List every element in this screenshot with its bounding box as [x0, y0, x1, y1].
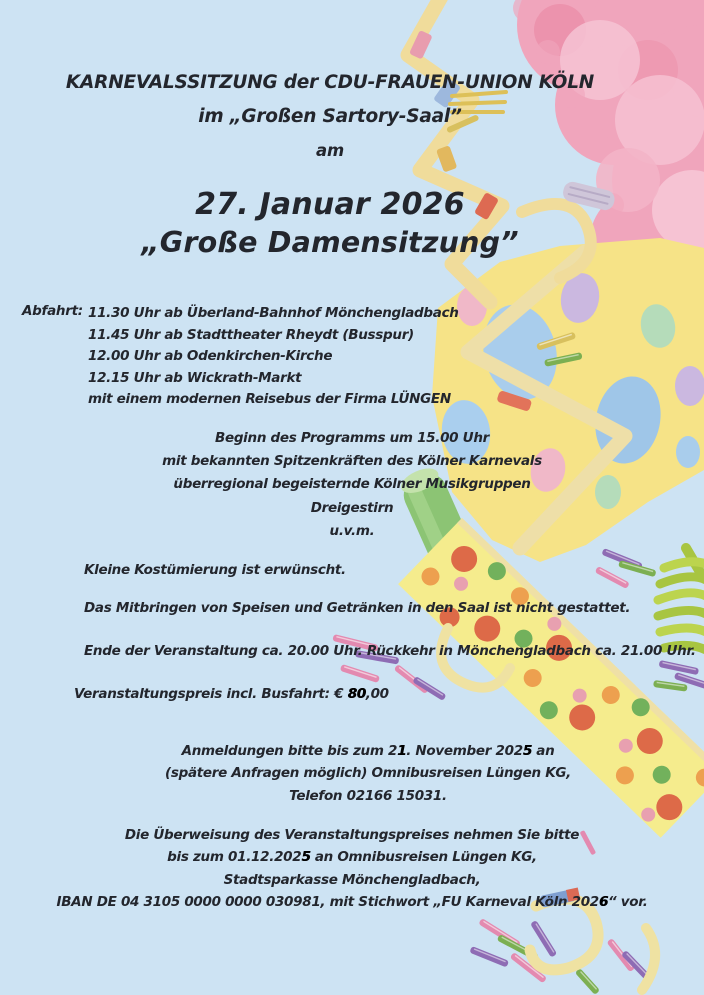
program-line: mit bekannten Spitzenkräften des Kölner Karnevals	[162, 453, 542, 470]
price-line: Veranstaltungspreis incl. Busfahrt: € 80,00	[74, 686, 389, 702]
header-line-3: am	[316, 141, 344, 160]
food-note: Das Mitbringen von Speisen und Getränken in den Saal ist nicht gestattet.	[84, 600, 631, 616]
program-line: Beginn des Programms um 15.00 Uhr	[214, 430, 490, 446]
payment-line: bis zum 01.12.2025 an Omnibusreisen Lüngen KG,	[167, 849, 537, 866]
departure-schedule	[88, 303, 459, 411]
registration-line: Anmeldungen bitte bis zum 21. November 2025 an	[181, 743, 555, 759]
payment-info	[0, 824, 704, 914]
program-line: u.v.m.	[329, 522, 375, 539]
program-line: Dreigestirn	[310, 499, 394, 516]
flyer-header	[0, 66, 660, 168]
departure-item: 12.00 Uhr ab Odenkirchen-Kirche	[88, 348, 333, 365]
departure-label: Abfahrt:	[22, 303, 83, 319]
end-time-note: Ende der Veranstaltung ca. 20.00 Uhr. Rückkehr in Mönchengladbach ca. 21.00 Uhr.	[84, 643, 696, 659]
program-info	[0, 427, 704, 543]
program-line: überregional begeisternde Kölner Musikgruppen	[173, 476, 531, 493]
departure-item: 11.30 Uhr ab Überland-Bahnhof Mönchengladbach	[88, 305, 459, 321]
payment-line: Die Überweisung des Veranstaltungspreises nehmen Sie bitte	[124, 827, 580, 843]
costume-note: Kleine Kostümierung ist erwünscht.	[84, 562, 346, 578]
event-name: „Große Damensitzung”	[141, 226, 519, 259]
registration-line: (spätere Anfragen möglich) Omnibusreisen Lüngen KG,	[164, 765, 572, 782]
registration-line: Telefon 02166 15031.	[289, 787, 447, 804]
departure-item: mit einem modernen Reisebus der Firma LÜNGEN	[88, 391, 451, 408]
header-line-1: KARNEVALSSITZUNG der CDU-FRAUEN-UNION KÖLN	[65, 72, 595, 93]
registration-info	[32, 740, 704, 807]
payment-line: Stadtsparkasse Mönchengladbach,	[223, 871, 481, 888]
departure-item: 11.45 Uhr ab Stadttheater Rheydt (Busspur)	[88, 326, 414, 343]
payment-line: IBAN DE 04 3105 0000 0000 030981, mit Stichwort „FU Karneval Köln 2026“ vor.	[56, 894, 648, 911]
header-line-2: im „Großen Sartory-Saal”	[198, 106, 462, 127]
event-title	[0, 186, 660, 262]
departure-item: 12.15 Uhr ab Wickrath-Markt	[88, 369, 302, 386]
lime-paper-fan-decoration	[658, 548, 704, 650]
event-date: 27. Januar 2026	[195, 187, 465, 222]
